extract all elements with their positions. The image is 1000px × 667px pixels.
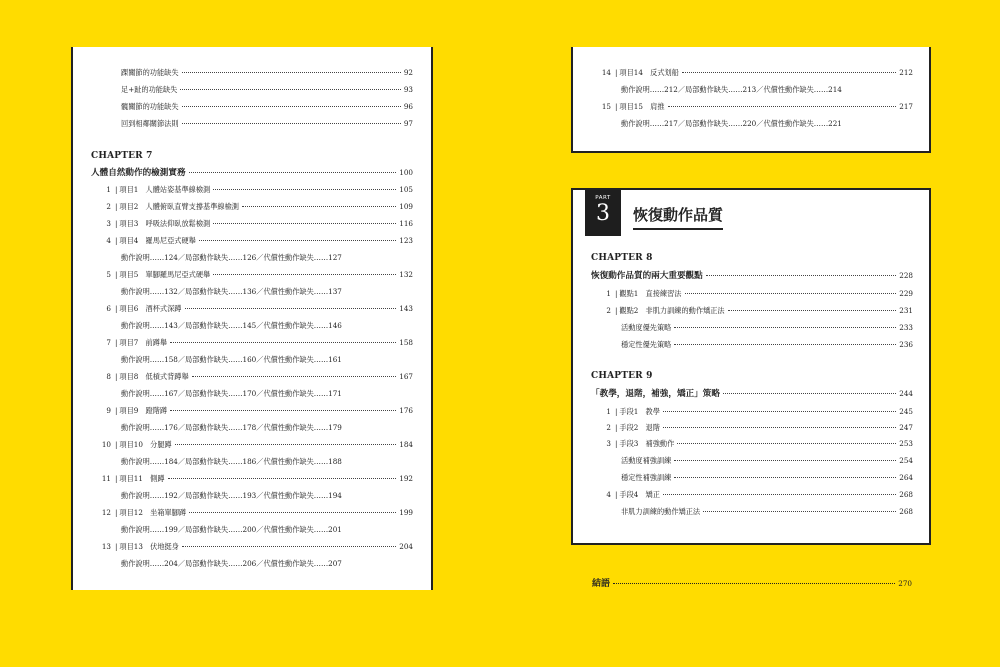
toc-subline: 動作說明……192／局部動作缺失……193／代償性動作缺失……194 [121,491,342,500]
toc-item[interactable]: 4 | 項目4 羅馬尼亞式硬舉 123 [106,236,413,245]
toc-item[interactable]: 9 | 項目9 蹬階蹲 176 [106,406,413,415]
toc-subline: 動作說明……124／局部動作缺失……126／代償性動作缺失……127 [121,253,342,262]
chapter-title-row[interactable]: 人體自然動作的檢測實務 100 [91,168,413,178]
toc-item[interactable]: 2 | 項目2 人體俯臥直臂支撐基準線檢測 109 [106,202,413,211]
toc-subline: 動作說明……204／局部動作缺失……206／代償性動作缺失……207 [121,559,342,568]
part-badge [585,190,621,236]
conclusion-label: 結語 [592,579,611,589]
toc-subline: 動作說明……176／局部動作缺失……178／代償性動作缺失……179 [121,423,342,432]
toc-subitem[interactable]: 活動度優先策略 233 [621,323,913,332]
right-top-toc-page [571,47,931,153]
toc-item[interactable]: 10 | 項目10 分腿蹲 184 [101,440,413,449]
toc-row[interactable]: 足+趾的功能缺失 93 [121,85,413,94]
toc-item[interactable]: 8 | 項目8 低槓式背蹲舉 167 [106,372,413,381]
toc-item[interactable]: 4 | 手段4 矯正 268 [606,490,913,499]
toc-subitem[interactable]: 穩定性補強訓練 264 [621,473,913,482]
left-toc-page [71,47,433,590]
toc-subline: 動作說明……212／局部動作缺失……213／代償性動作缺失……214 [621,85,842,94]
chapter-label: CHAPTER 7 [91,151,153,161]
right-main-toc-page [571,188,931,545]
toc-item[interactable]: 7 | 項目7 前蹲舉 158 [106,338,413,347]
toc-row[interactable]: 回到相鄰關節法則 97 [121,119,413,128]
toc-item[interactable]: 1 | 項目1 人體站姿基準線檢測 105 [106,185,413,194]
toc-subline: 動作說明……184／局部動作缺失……186／代償性動作缺失……188 [121,457,342,466]
toc-item[interactable]: 2 | 觀點2 非肌力訓練的動作矯正法 231 [606,306,913,315]
toc-item[interactable]: 2 | 手段2 退階 247 [606,423,913,432]
toc-item[interactable]: 11 | 項目11 側蹲 192 [101,474,413,483]
chapter-title-row[interactable]: 恢復動作品質的兩大重要觀點 228 [591,271,913,281]
toc-item[interactable]: 12 | 項目12 坐箱單腳蹲 199 [101,508,413,517]
toc-subline: 動作說明……167／局部動作缺失……170／代償性動作缺失……171 [121,389,342,398]
part-number: 3 [596,201,610,226]
toc-item[interactable]: 14 | 項目14 反式划船 212 [601,68,913,77]
conclusion-page: 270 [898,579,912,588]
toc-subline: 動作說明……132／局部動作缺失……136／代償性動作缺失……137 [121,287,342,296]
toc-row[interactable]: 髖關節的功能缺失 96 [121,102,413,111]
toc-subline: 動作說明……158／局部動作缺失……160／代償性動作缺失……161 [121,355,342,364]
chapter-label: CHAPTER 9 [591,371,653,381]
toc-subline: 動作說明……199／局部動作缺失……200／代償性動作缺失……201 [121,525,342,534]
toc-subitem[interactable]: 非肌力訓練的動作矯正法 268 [621,507,913,516]
toc-item[interactable]: 3 | 項目3 呼吸法仰臥放鬆檢測 116 [106,219,413,228]
conclusion-row[interactable] [592,576,912,589]
toc-subline: 動作說明……217／局部動作缺失……220／代償性動作缺失……221 [621,119,842,128]
chapter-title-row[interactable]: 「教學，退階，補強，矯正」策略 244 [591,389,913,399]
toc-item[interactable]: 6 | 項目6 酒杯式深蹲 143 [106,304,413,313]
toc-subitem[interactable]: 穩定性優先策略 236 [621,340,913,349]
toc-item[interactable]: 13 | 項目13 伏地挺身 204 [101,542,413,551]
toc-item[interactable]: 3 | 手段3 補強動作 253 [606,439,913,448]
toc-item[interactable]: 1 | 手段1 教學 245 [606,407,913,416]
chapter-label: CHAPTER 8 [591,253,653,263]
part-label: PART [595,195,611,201]
toc-item[interactable]: 5 | 項目5 單腳羅馬尼亞式硬舉 132 [106,270,413,279]
toc-item[interactable]: 1 | 觀點1 直接練習法 229 [606,289,913,298]
part-title: 恢復動作品質 [633,204,723,230]
toc-item[interactable]: 15 | 項目15 肩推 217 [601,102,913,111]
toc-row[interactable]: 踝關節的功能缺失 92 [121,68,413,77]
toc-subline: 動作說明……143／局部動作缺失……145／代償性動作缺失……146 [121,321,342,330]
toc-subitem[interactable]: 活動度補強訓練 254 [621,456,913,465]
